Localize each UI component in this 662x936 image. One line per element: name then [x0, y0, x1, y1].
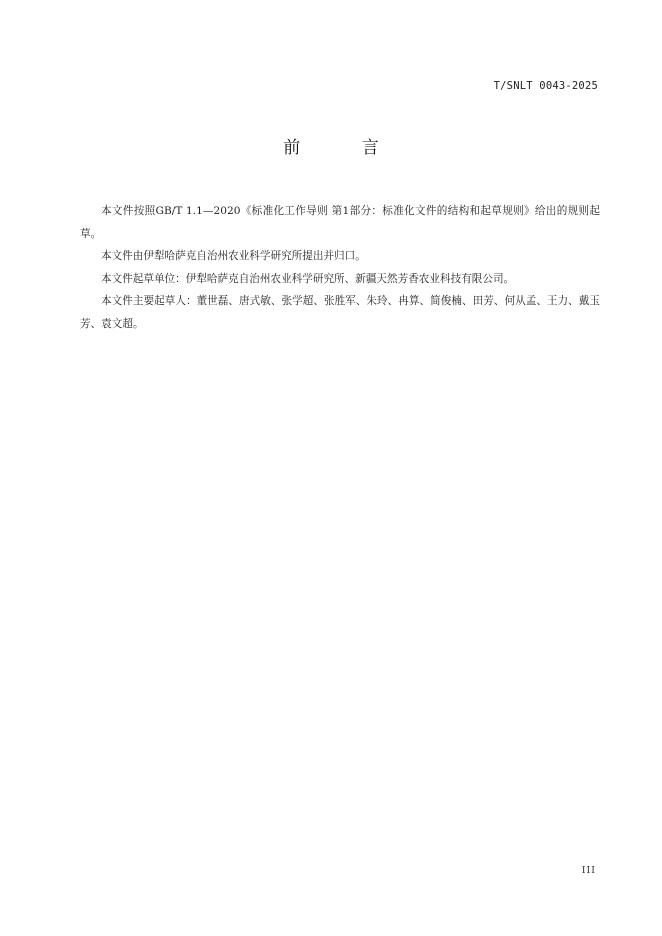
paragraph-drafting-units: 本文件起草单位：伊犁哈萨克自治州农业科学研究所、新疆天然芳香农业科技有限公司。 [101, 272, 515, 285]
paragraph-drafting-rules: 本文件按照GB/T 1.1—2020《标准化工作导则 第1部分：标准化文件的结构和起草规则》给出的规则起草。 [80, 205, 600, 240]
paragraph-drafters: 本文件主要起草人：董世磊、唐式敏、张学超、张胜军、朱玲、冉算、简俊楠、田芳、何从孟、王力、戴玉芳、袁文超。 [80, 295, 600, 330]
foreword-body [80, 200, 600, 335]
paragraph-proposer: 本文件由伊犁哈萨克自治州农业科学研究所提出并归口。 [101, 250, 366, 262]
page-number: III [581, 865, 596, 876]
standard-code: T/SNLT 0043-2025 [493, 80, 598, 92]
page-title: 前 言 [283, 138, 407, 158]
